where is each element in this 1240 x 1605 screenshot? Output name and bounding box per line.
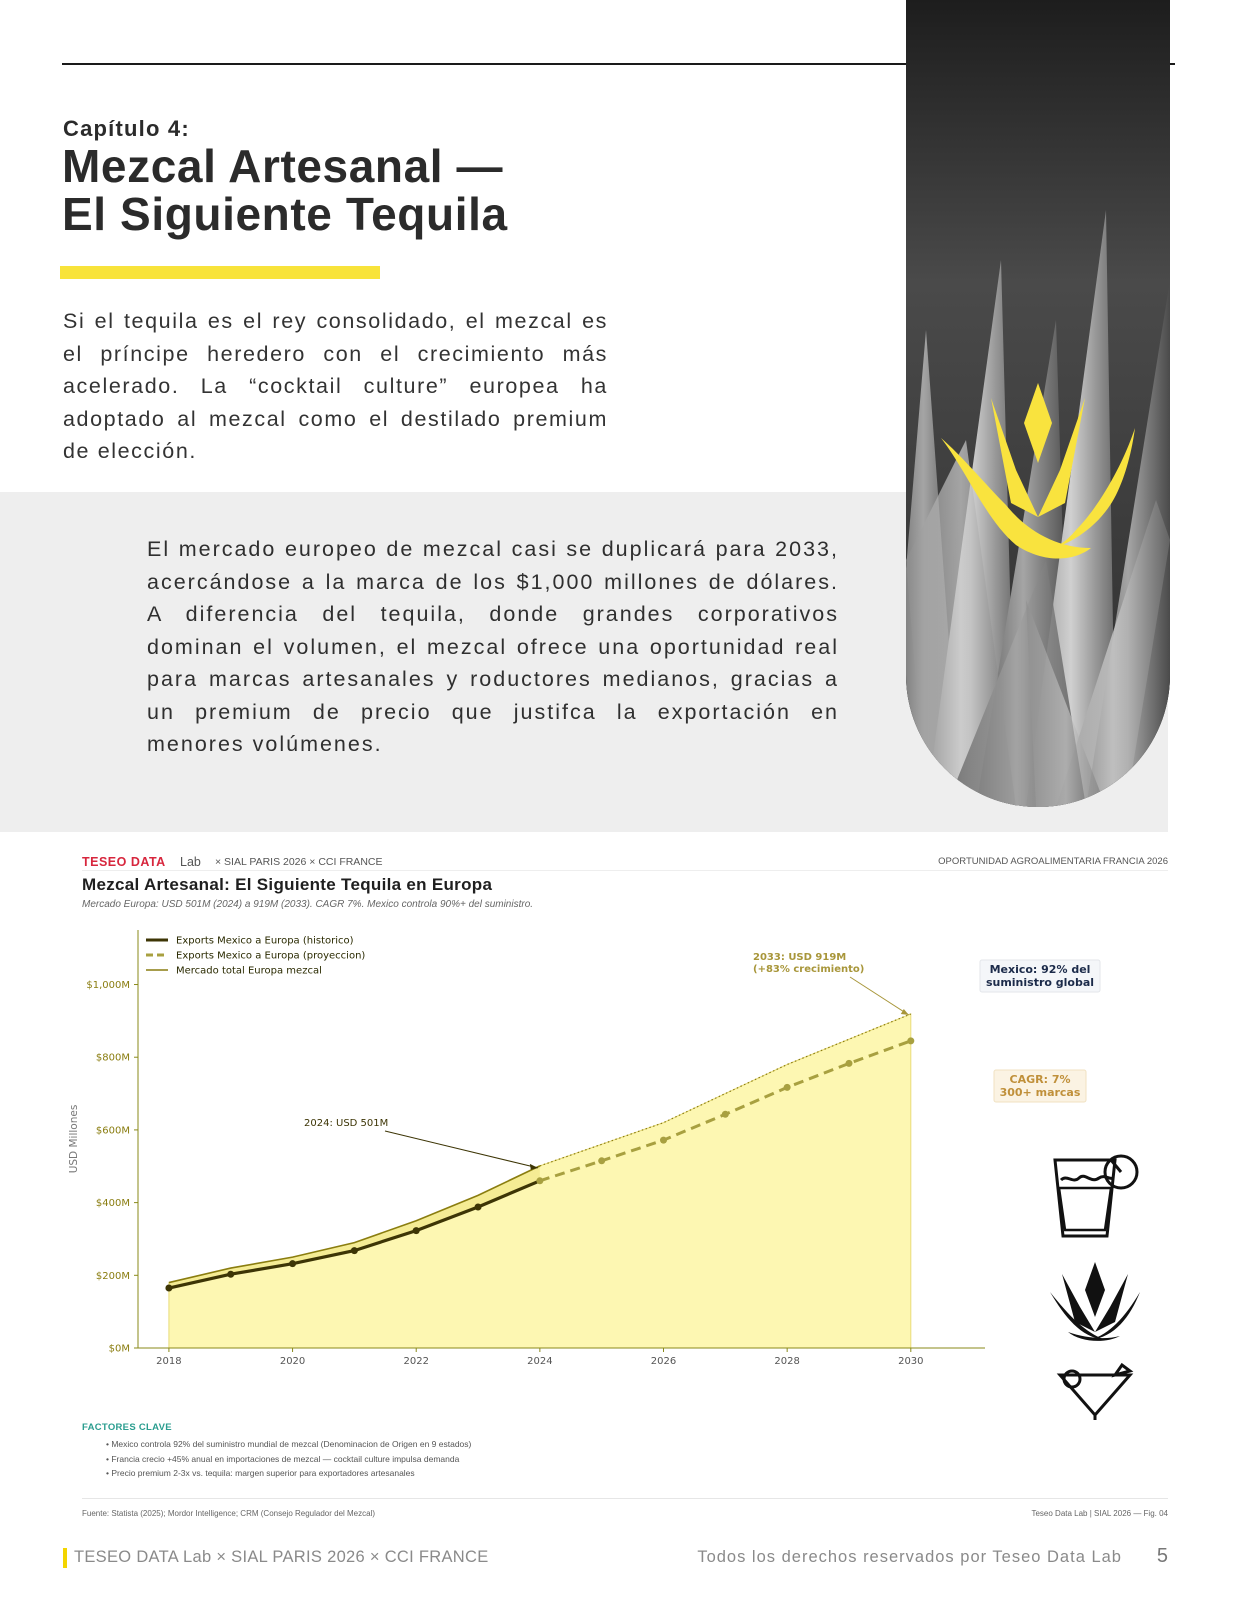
- figure-label: Teseo Data Lab | SIAL 2026 — Fig. 04: [1031, 1509, 1168, 1518]
- y-tick-label: $0M: [108, 1343, 130, 1355]
- y-tick-label: $400M: [95, 1198, 130, 1210]
- data-point-historic: [351, 1247, 358, 1254]
- x-tick-label: 2028: [774, 1356, 800, 1367]
- agave-photo-image: [906, 0, 1170, 807]
- footer-accent: [63, 1548, 67, 1568]
- data-point-historic: [413, 1227, 420, 1234]
- cocktail-glass-icon: [1055, 1156, 1137, 1236]
- annotation-arrow-2033: [850, 977, 909, 1015]
- title-underline: [60, 266, 380, 279]
- cagr-box-line-2: 300+ marcas: [999, 1086, 1081, 1099]
- page-title: [62, 142, 508, 238]
- data-point-historic: [536, 1177, 543, 1184]
- y-axis-label: USD Millones: [68, 1104, 80, 1174]
- annotation-arrowhead-2033: [901, 1009, 909, 1015]
- chart-brand-lab: Lab: [180, 855, 201, 869]
- chart-header-right: OPORTUNIDAD AGROALIMENTARIA FRANCIA 2026: [938, 856, 1168, 867]
- factor-item: • Mexico controla 92% del suministro mundial de mezcal (Denominacion de Origen en 9 estados): [106, 1437, 471, 1452]
- factors-list: [106, 1437, 471, 1481]
- x-tick-label: 2030: [898, 1356, 924, 1367]
- data-point-projection: [660, 1137, 667, 1144]
- footer-left: TESEO DATA Lab × SIAL PARIS 2026 × CCI FRANCE: [74, 1548, 489, 1566]
- x-tick-label: 2020: [279, 1356, 306, 1367]
- footer-right: Todos los derechos reservados por Teseo Data Lab: [697, 1548, 1122, 1566]
- legend-label: Exports Mexico a Europa (historico): [176, 935, 354, 947]
- mezcal-chart: [60, 930, 1170, 1420]
- chart-source: Fuente: Statista (2025); Mordor Intelligence; CRM (Consejo Regulador del Mezcal): [82, 1509, 376, 1518]
- factors-title: FACTORES CLAVE: [82, 1422, 172, 1433]
- y-tick-label: $200M: [95, 1270, 130, 1282]
- supply-box-line-2: suministro global: [985, 976, 1095, 989]
- data-point-projection: [845, 1060, 852, 1067]
- band-paragraph: El mercado europeo de mezcal casi se duplicará para 2033, acercándose a la marca de los $1,000 millones de dólares. A diferencia del tequila, donde grandes corporativos dominan el volumen, el mezcal ofrece una oportunidad real para marcas artesanales y roductores medianos, gracias a un premium de precio que justifca la exportación en menores volúmenes.: [147, 537, 839, 756]
- agave-icon: [1050, 1262, 1140, 1341]
- page-title-line-1: Mezcal Artesanal —: [62, 140, 504, 192]
- page-number: 5: [1156, 1545, 1168, 1567]
- page-title-line-2: El Siguiente Tequila: [62, 188, 508, 240]
- y-tick-label: $600M: [95, 1125, 130, 1137]
- data-point-projection: [784, 1084, 791, 1091]
- x-tick-label: 2022: [403, 1356, 429, 1367]
- legend-label: Exports Mexico a Europa (proyeccion): [176, 950, 366, 962]
- data-point-historic: [165, 1285, 172, 1292]
- annotation-arrow-2024: [385, 1131, 538, 1168]
- y-tick-label: $1,000M: [86, 980, 130, 992]
- x-tick-label: 2024: [527, 1356, 553, 1367]
- x-tick-label: 2026: [650, 1356, 677, 1367]
- source-rule: [82, 1498, 1168, 1499]
- chart-header-rule: [82, 870, 1168, 871]
- annotation-2033: 2033: USD 919M: [753, 952, 847, 963]
- cagr-box-line-1: CAGR: 7%: [1009, 1073, 1071, 1086]
- data-point-projection: [598, 1157, 605, 1164]
- agave-photo: [906, 0, 1170, 807]
- chart-brand: TESEO DATA: [82, 855, 166, 869]
- annotation-2024: 2024: USD 501M: [304, 1118, 389, 1129]
- data-point-historic: [289, 1260, 296, 1267]
- chart-partners: × SIAL PARIS 2026 × CCI FRANCE: [215, 856, 383, 868]
- legend-label: Mercado total Europa mezcal: [176, 965, 322, 977]
- intro-paragraph: Si el tequila es el rey consolidado, el mezcal es el príncipe heredero con el crecimiento más acelerado. La “cocktail culture” europea ha adoptado al mezcal como el destilado premium de elección.: [63, 309, 608, 463]
- chart-subtitle: Mercado Europa: USD 501M (2024) a 919M (2033). CAGR 7%. Mexico controla 90%+ del suministro.: [82, 899, 534, 910]
- data-point-historic: [227, 1271, 234, 1278]
- factor-item: • Precio premium 2-3x vs. tequila: margen superior para exportadores artesanales: [106, 1466, 471, 1481]
- chapter-label: Capítulo 4:: [63, 116, 190, 141]
- y-tick-label: $800M: [95, 1052, 130, 1064]
- factor-item: • Francia crecio +45% anual en importaciones de mezcal — cocktail culture impulsa demanda: [106, 1452, 471, 1467]
- x-tick-label: 2018: [156, 1356, 182, 1367]
- data-point-historic: [475, 1203, 482, 1210]
- chart-title: Mezcal Artesanal: El Siguiente Tequila en Europa: [82, 875, 493, 894]
- supply-box-line-1: Mexico: 92% del: [989, 963, 1091, 976]
- data-point-projection: [907, 1037, 914, 1044]
- annotation-2033-growth: (+83% crecimiento): [753, 964, 865, 975]
- data-point-projection: [722, 1111, 729, 1118]
- martini-glass-icon: [1060, 1365, 1130, 1420]
